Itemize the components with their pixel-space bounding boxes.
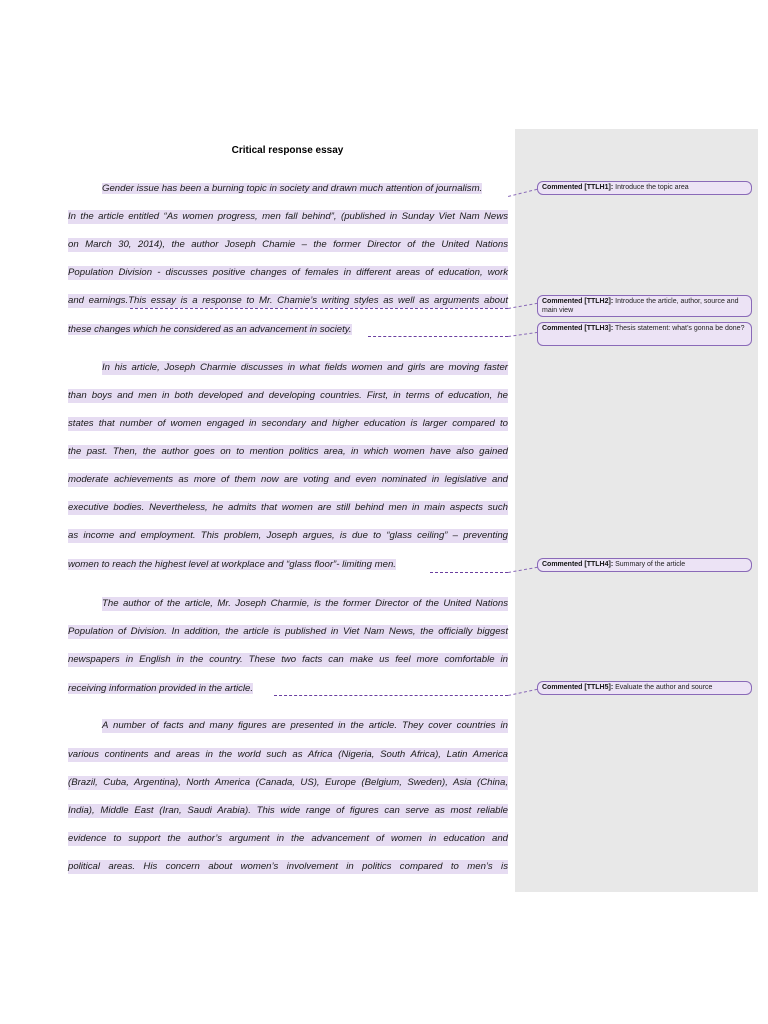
comment-author: Commented [TTLH3]: — [542, 325, 614, 332]
comment-text: Summary of the article — [615, 561, 686, 568]
document-line — [68, 682, 508, 696]
highlighted-text: various continents and areas in the world such as Africa (Nigeria, South Africa), Latin America — [68, 749, 508, 760]
comment-pane — [515, 129, 758, 892]
highlighted-text: Population Division - discusses positive changes of females in different areas of education, work — [68, 267, 508, 278]
highlighted-text: receiving information provided in the article. — [68, 683, 254, 694]
highlighted-text: these changes which he considered as an advancement in society. — [68, 324, 352, 335]
highlighted-text: A number of facts and many figures are presented in the article. They cover countries in — [102, 720, 508, 731]
highlighted-text: women to reach the highest level at workplace and “glass floor”- limiting men. — [68, 559, 396, 570]
document-line — [68, 323, 508, 337]
comment-balloon[interactable] — [537, 322, 752, 346]
document-line — [68, 238, 508, 252]
comment-range-marker — [274, 695, 508, 696]
document-line — [68, 210, 508, 224]
document-line — [68, 860, 508, 874]
document-line — [68, 182, 508, 196]
comment-balloon[interactable] — [537, 181, 752, 195]
document-title: Critical response essay — [231, 145, 344, 156]
document-line — [68, 294, 508, 308]
comment-balloon[interactable] — [537, 295, 752, 317]
highlighted-text: Gender issue has been a burning topic in society and drawn much attention of journalism. — [102, 183, 483, 194]
document-line — [68, 776, 508, 790]
highlighted-text: newspapers in English in the country. These two facts can make us feel more comfortable in — [68, 654, 508, 665]
highlighted-text: states that number of women engaged in secondary and higher education is larger compared to — [68, 418, 508, 429]
comment-range-marker — [130, 308, 508, 309]
highlighted-text: In his article, Joseph Charmie discusses in what fields women and girls are moving faster — [102, 362, 508, 373]
document-line — [68, 529, 508, 543]
comment-text: Introduce the topic area — [615, 184, 689, 191]
highlighted-text: India), Middle East (Iran, Saudi Arabia). This wide range of figures can serve as most reliable — [68, 805, 508, 816]
highlighted-text: evidence to support the author’s argument in the advancement of women in education and — [68, 833, 508, 844]
document-line — [68, 597, 508, 611]
document-line — [68, 625, 508, 639]
highlighted-text: moderate achievements as more of them now are voting and even nominated in legislative and — [68, 474, 508, 485]
comment-balloon[interactable] — [537, 681, 752, 695]
comment-text: Evaluate the author and source — [615, 684, 713, 691]
highlighted-text: political areas. His concern about women’s involvement in politics compared to men’s is — [68, 861, 508, 872]
comment-author: Commented [TTLH4]: — [542, 561, 614, 568]
highlighted-text: The author of the article, Mr. Joseph Charmie, is the former Director of the United Nations — [102, 598, 508, 609]
highlighted-text: as income and employment. This problem, Joseph argues, is due to “glass ceiling” – preventing — [68, 530, 508, 541]
document-line — [68, 653, 508, 667]
comment-range-marker — [368, 336, 508, 337]
document-line — [68, 417, 508, 431]
highlighted-text: and earnings.This essay is a response to Mr. Chamie’s writing styles as well as arguments about — [68, 295, 508, 306]
document-line — [68, 445, 508, 459]
highlighted-text: the past. Then, the author goes on to mention politics area, in which women have also gained — [68, 446, 508, 457]
document-line — [68, 501, 508, 515]
highlighted-text: on March 30, 2014), the author Joseph Chamie – the former Director of the United Nations — [68, 239, 508, 250]
document-line — [68, 832, 508, 846]
document-line — [68, 719, 508, 733]
document-line — [68, 558, 508, 572]
document-line — [68, 804, 508, 818]
document-line — [68, 266, 508, 280]
document-line — [68, 389, 508, 403]
comment-author: Commented [TTLH2]: — [542, 298, 614, 305]
highlighted-text: (Brazil, Cuba, Argentina), North America (Canada, US), Europe (Belgium, Sweden), Asia (China, — [68, 777, 508, 788]
document-line — [68, 361, 508, 375]
document-line — [68, 748, 508, 762]
highlighted-text: executive bodies. Nevertheless, he admits that women are still behind men in main aspects such — [68, 502, 508, 513]
comment-text: Thesis statement: what’s gonna be done? — [615, 325, 745, 332]
comment-text: Introduce the article, author, source and main view — [542, 298, 739, 314]
comment-balloon[interactable] — [537, 558, 752, 572]
comment-author: Commented [TTLH5]: — [542, 684, 614, 691]
document-line — [68, 473, 508, 487]
highlighted-text: than boys and men in both developed and developing countries. First, in terms of education, he — [68, 390, 508, 401]
highlighted-text: Population of Division. In addition, the article is published in Viet Nam News, the officially biggest — [68, 626, 508, 637]
comment-range-marker — [430, 572, 508, 573]
comment-author: Commented [TTLH1]: — [542, 184, 614, 191]
highlighted-text: In the article entitled “As women progress, men fall behind”, (published in Sunday Viet Nam News — [68, 211, 508, 222]
